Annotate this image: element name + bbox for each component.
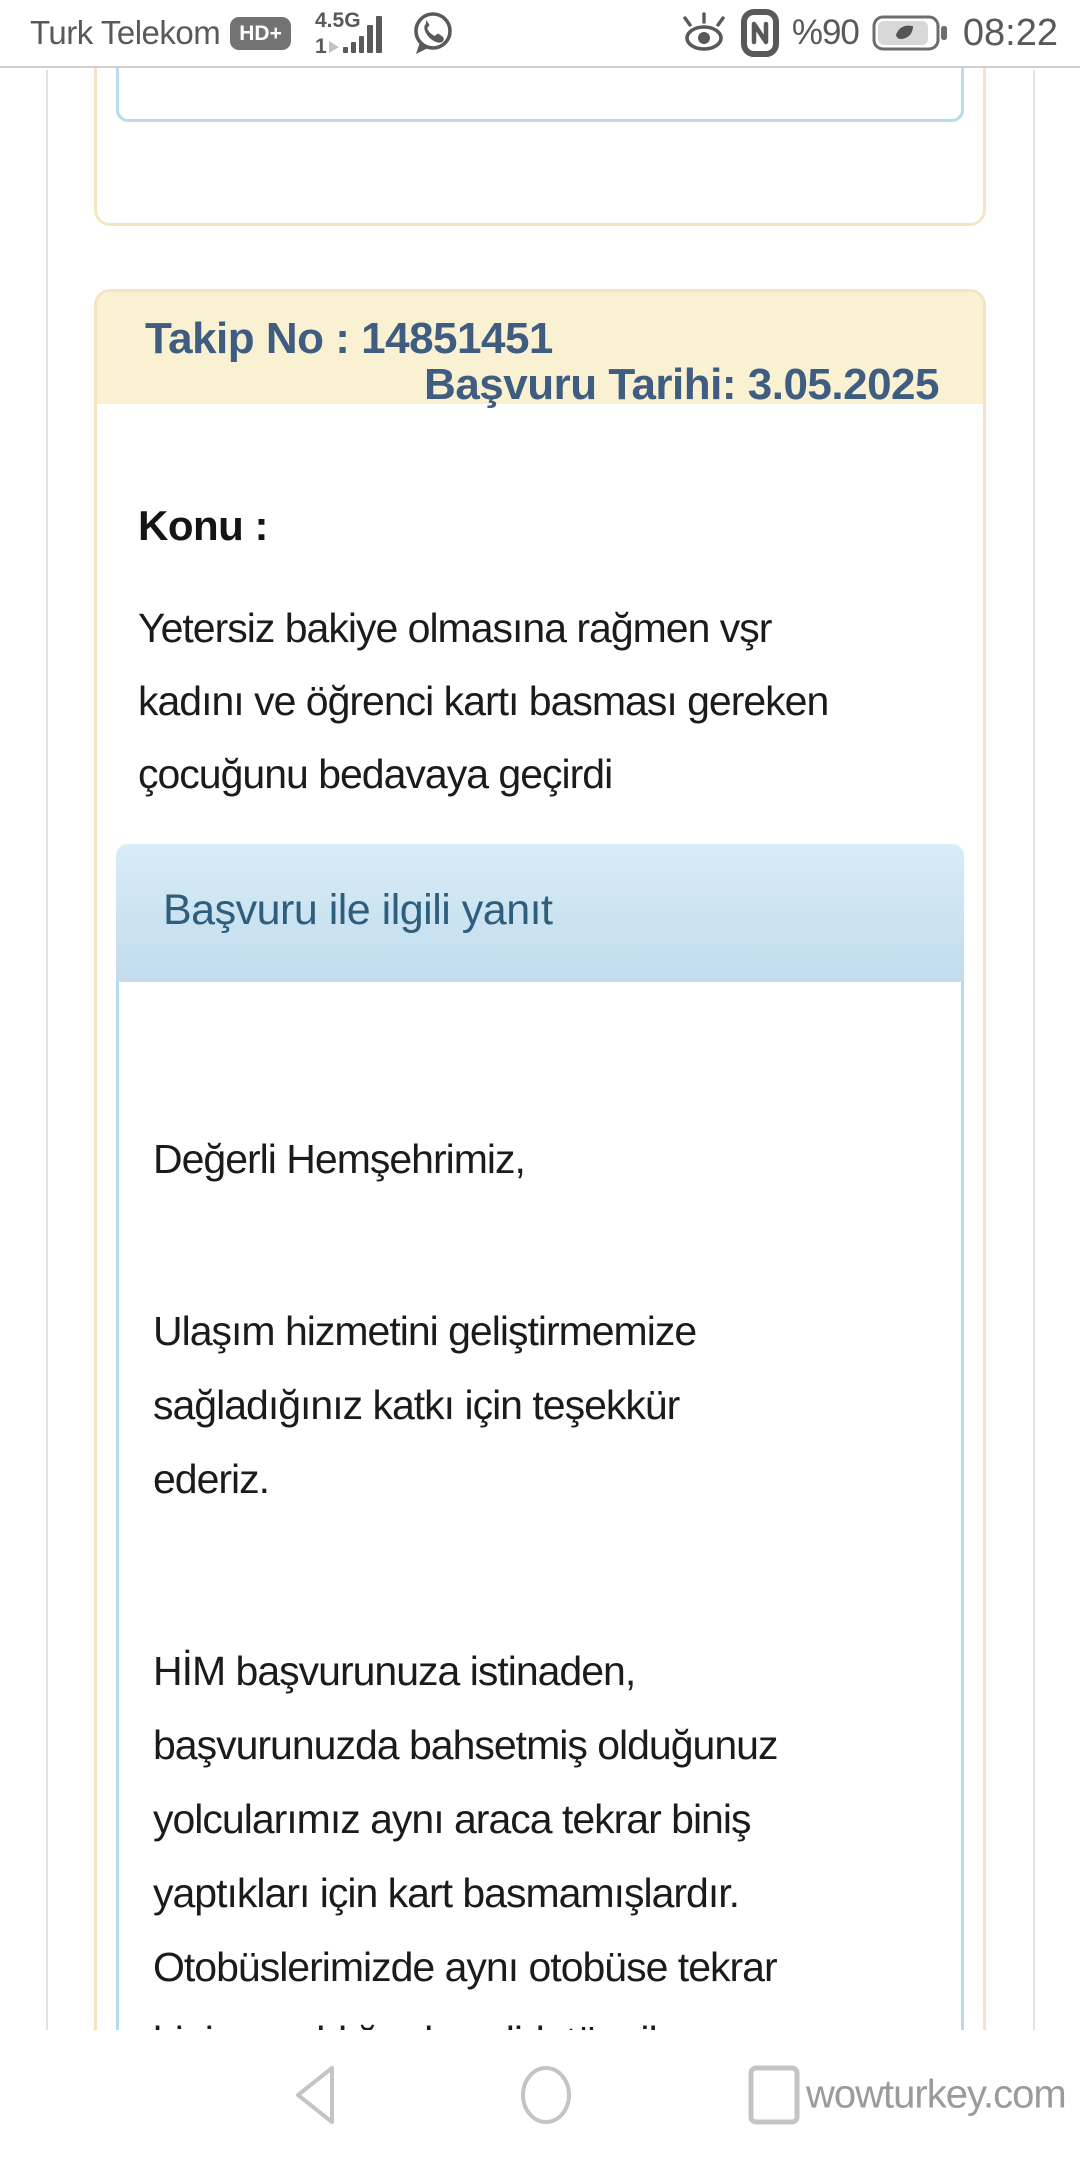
page-left-border (46, 70, 48, 2030)
reply-paragraph (153, 1634, 931, 2078)
status-bar-left (0, 8, 457, 58)
complaint-text (97, 592, 983, 811)
application-date: Başvuru Tarihi: 3.05.2025 (424, 360, 939, 409)
reply-line: yaptıkları için kart basmamışlardır. (153, 1870, 740, 1916)
reply-line: sağladığınız katkı için teşekkür (153, 1382, 680, 1428)
battery-percent-label: %90 (791, 13, 859, 52)
nfc-icon (740, 9, 780, 57)
reply-line: HİM başvurunuza istinaden, (153, 1648, 636, 1694)
reply-line: yolcularımız aynı araca tekrar biniş (153, 1796, 751, 1842)
status-bar-right (680, 9, 1080, 57)
signal-strength-icon (301, 9, 397, 57)
watermark-label: wowturkey.com (806, 2072, 1066, 2117)
hd-volte-icon: HD+ (230, 17, 291, 50)
reply-line: başvurunuzda bahsetmiş olduğunuz (153, 1722, 778, 1768)
battery-icon (871, 11, 951, 55)
recents-button[interactable] (748, 2065, 800, 2125)
reply-line: Ulaşım hizmetini geliştirmemize (153, 1308, 697, 1354)
reply-section (116, 844, 964, 2052)
reply-section-body (116, 982, 964, 2052)
whatsapp-icon (407, 8, 457, 58)
time-label: 08:22 (962, 11, 1058, 54)
subject-label: Konu : (138, 502, 268, 549)
ticket-card (94, 289, 986, 2049)
previous-ticket-card-partial (94, 46, 986, 226)
sim-number-label: 1 (314, 35, 327, 58)
page-right-border (1033, 70, 1035, 2030)
eye-comfort-icon (680, 12, 728, 54)
complaint-line: çocuğunu bedavaya geçirdi (138, 751, 613, 797)
tracking-number: Takip No : 14851451 (145, 314, 553, 363)
reply-paragraph (153, 1122, 931, 1196)
network-type-label: 4.5G (314, 9, 361, 32)
complaint-line: Yetersiz bakiye olmasına rağmen vşr (138, 605, 772, 651)
complaint-line: kadını ve öğrenci kartı basması gereken (138, 678, 829, 724)
reply-paragraph (153, 1294, 931, 1516)
carrier-name: Turk Telekom (30, 14, 221, 51)
reply-line: Değerli Hemşehrimiz, (153, 1136, 525, 1182)
page-scroll-area[interactable] (0, 70, 1080, 2030)
ticket-card-header (97, 292, 983, 409)
data-arrow-icon (329, 41, 339, 53)
reply-line: Otobüslerimizde aynı otobüse tekrar (153, 1944, 777, 1990)
back-button[interactable] (292, 2064, 338, 2126)
home-button[interactable] (519, 2064, 573, 2126)
navigation-bar (0, 2030, 1080, 2160)
reply-section-header: Başvuru ile ilgili yanıt (116, 844, 964, 982)
reply-line: ederiz. (153, 1456, 270, 1502)
status-bar (0, 0, 1080, 68)
